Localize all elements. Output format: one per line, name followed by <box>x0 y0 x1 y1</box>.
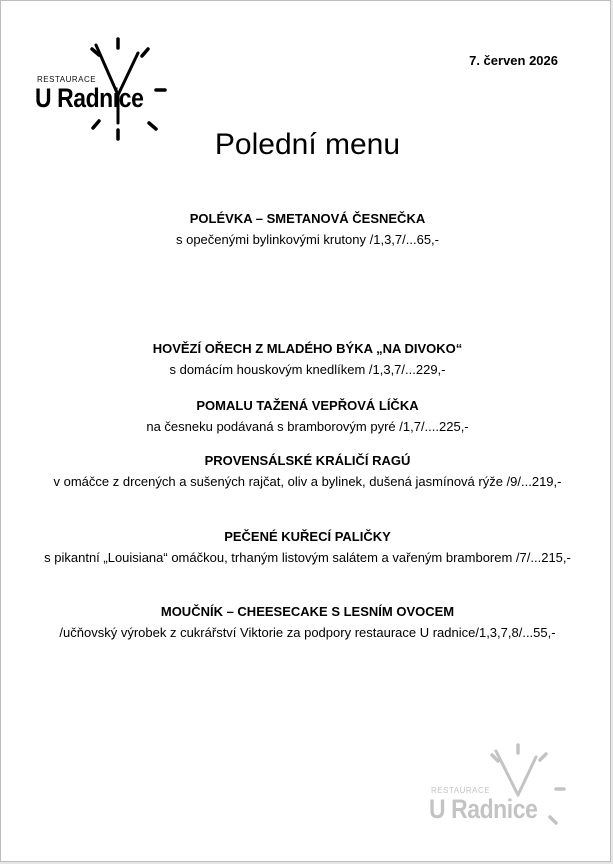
logo-subtitle: RESTAURACE <box>37 75 97 84</box>
dish-name: HOVĚZÍ OŘECH Z MLADÉHO BÝKA „NA DIVOKO“ <box>152 341 463 356</box>
logo-name: U Radnice <box>35 83 144 113</box>
dish-item <box>41 451 574 492</box>
dish-name: PROVENSÁLSKÉ KRÁLIČÍ RAGÚ <box>204 453 411 468</box>
dish-description: na česneku podávaná s bramborovým pyré /1,7/....225,- <box>146 419 469 434</box>
dish-name: PEČENÉ KUŘECÍ PALIČKY <box>224 529 391 544</box>
soup-name: POLÉVKA – SMETANOVÁ ČESNEČKA <box>189 211 426 226</box>
dessert-description: /učňovský výrobek z cukrářství Viktorie za podpory restaurace U radnice/1,3,7,8/...55,- <box>59 625 556 640</box>
dish-item <box>41 527 574 568</box>
soup-section <box>41 209 574 250</box>
dish-description: s domácím houskovým knedlíkem /1,3,7/...229,- <box>169 362 446 377</box>
dish-name: POMALU TAŽENÁ VEPŘOVÁ LÍČKA <box>196 398 419 413</box>
dish-description: s pikantní „Louisiana“ omáčkou, trhaným listovým salátem a vařeným bramborem /7/...215,- <box>44 550 571 565</box>
watermark-subtitle: RESTAURACE <box>431 786 491 795</box>
dessert-section <box>41 602 574 643</box>
dessert-name: MOUČNÍK – CHEESECAKE S LESNÍM OVOCEM <box>160 604 455 619</box>
logo-watermark <box>426 743 576 833</box>
watermark-name: U Radnice <box>429 794 538 824</box>
soup-description: s opečenými bylinkovými krutony /1,3,7/...65,- <box>175 232 439 247</box>
menu-date: 7. červen 2026 <box>469 53 558 68</box>
page-title: Polední menu <box>214 128 401 161</box>
dish-description: v omáčce z drcených a sušených rajčat, oliv a bylinek, dušená jasmínová rýže /9/...219,- <box>53 474 562 489</box>
dish-item <box>41 339 574 380</box>
dish-item <box>41 396 574 437</box>
